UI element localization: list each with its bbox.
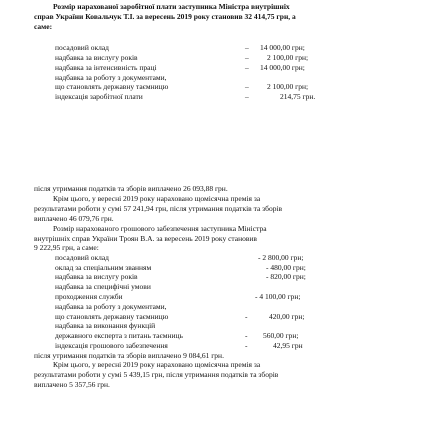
row-label: надбавка за вислугу років	[55, 272, 138, 281]
sec2-line3: 9 222,95 грн, а саме:	[34, 243, 99, 252]
row-dash: –	[245, 82, 249, 91]
row-label: посадовий оклад	[55, 43, 109, 52]
row-amount: 420,00 грн;	[269, 312, 305, 321]
row-amount: 14 000,00 грн;	[260, 63, 305, 72]
row-label: оклад за спеціальним званням	[55, 263, 152, 272]
row-label: надбавка за виконання функцій	[55, 321, 156, 330]
after-tax-line: після утримання податків та зборів виплачено 26 093,88 грн.	[34, 184, 228, 193]
row-dash: –	[245, 53, 249, 62]
row-amount: 14 000,00 грн;	[260, 43, 305, 52]
row-amount: - 4 100,00 грн;	[255, 292, 301, 301]
bonus-line6: виплачено 5 357,56 грн.	[34, 380, 110, 389]
row-amount: 560,00 грн;	[263, 331, 299, 340]
row-amount: 2 100,00 грн;	[267, 53, 309, 62]
row-dash: –	[245, 63, 249, 72]
row-dash: -	[245, 331, 248, 340]
p1-line2: справ України Ковальчук Т.І. за вересень 2019 року становив 32 414,75 грн, а	[34, 12, 296, 21]
row-label: надбавка за роботу з документами,	[55, 73, 167, 82]
row-label: посадовий оклад	[55, 253, 109, 262]
bonus-line1: Крім цього, у вересні 2019 року нараховано щомісячна премія за	[53, 194, 261, 203]
row-label: надбавка за роботу з документами,	[55, 302, 167, 311]
bonus-line4: Крім цього, у вересні 2019 року нараховано щомісячна премія за	[53, 360, 261, 369]
row-dash: -	[245, 312, 248, 321]
row-label: надбавка за вислугу років	[55, 53, 138, 62]
row-label: що становлять державну таємницю	[55, 312, 169, 321]
bonus-line2: результатами роботи у сумі 57 241,94 грн, після утримання податків та зборів	[34, 204, 283, 213]
p1-line1: Розмір нарахованої заробітної плати заступника Міністра внутрішніх	[53, 2, 290, 11]
row-dash: –	[245, 43, 249, 52]
row-dash: -	[245, 341, 248, 350]
row-label: що становлять державну таємницю	[55, 82, 169, 91]
row-label: надбавка за специфічні умови	[55, 282, 151, 291]
row-label: індексація заробітної плати	[55, 92, 143, 101]
row-amount: 42,95 грн	[273, 341, 303, 350]
row-amount: 2 100,00 грн;	[267, 82, 309, 91]
row-amount: - 480,00 грн;	[266, 263, 306, 272]
row-dash: –	[245, 92, 249, 101]
row-amount: 214,75 грн.	[280, 92, 316, 101]
row-amount: - 2 800,00 грн;	[258, 253, 304, 262]
after-tax-line2: після утримання податків та зборів виплачено 9 084,61 грн.	[34, 351, 224, 360]
bonus-line5: результатами роботи у сумі 5 439,15 грн, після утримання податків та зборів	[34, 370, 279, 379]
sec2-line1: Розмір нарахованого грошового забезпечення заступника Міністра	[53, 224, 267, 233]
bonus-line3: виплачено 46 079,76 грн.	[34, 214, 114, 223]
row-label: проходження служби	[55, 292, 123, 301]
row-label: державного експерта з питань таємниць	[55, 331, 183, 340]
p1-line3: саме:	[34, 22, 53, 31]
row-amount: - 820,00 грн;	[266, 272, 306, 281]
sec2-line2: внутрішніх справ України Троян В.А. за вересень 2019 року становив	[34, 234, 257, 243]
row-label: надбавка за інтенсивність праці	[55, 63, 157, 72]
salary-row	[55, 93, 375, 103]
row-label: індексація грошового забезпечення	[55, 341, 168, 350]
